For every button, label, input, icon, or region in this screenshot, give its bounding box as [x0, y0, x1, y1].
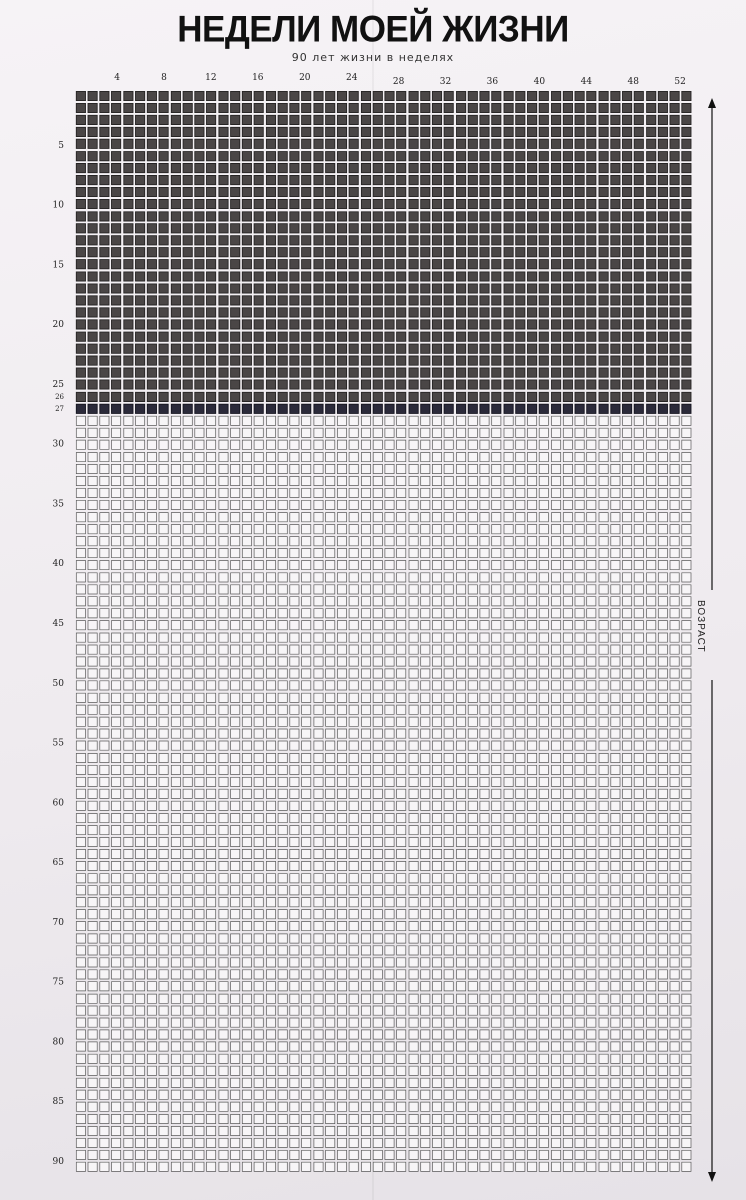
week-tick-label: 8 [161, 73, 167, 83]
year-tick-label: 90 [52, 1157, 64, 1167]
page-subtitle: 90 лет жизни в неделях [291, 51, 455, 64]
year-tick-label: 25 [52, 379, 64, 390]
year-tick-label: 70 [52, 917, 64, 928]
year-tick-label: 55 [52, 738, 64, 749]
year-tick-label: 80 [52, 1037, 64, 1048]
year-tick-label: 20 [52, 320, 64, 331]
year-tick-label: 10 [52, 200, 64, 211]
year-tick-label: 26 [55, 392, 64, 401]
year-tick-label: 60 [52, 798, 64, 809]
week-tick-label: 36 [486, 77, 499, 87]
week-tick-label: 4 [114, 73, 120, 83]
week-tick-label: 12 [205, 73, 217, 83]
year-tick-label: 50 [52, 678, 64, 689]
year-tick-label: 5 [58, 140, 64, 151]
arrowhead-down [708, 1172, 716, 1182]
year-tick-label: 85 [52, 1097, 64, 1108]
arrowhead-up [708, 98, 716, 108]
week-tick-label: 20 [299, 73, 311, 83]
year-tick-label: 40 [52, 559, 64, 570]
week-tick-label: 48 [627, 77, 639, 87]
year-tick-label: 15 [52, 260, 64, 271]
year-tick-label: 45 [52, 619, 64, 629]
week-tick-label: 52 [674, 77, 686, 87]
week-tick-label: 28 [392, 77, 405, 87]
week-tick-label: 44 [580, 77, 593, 87]
page-title: НЕДЕЛИ МОЕЙ ЖИЗНИ [177, 9, 569, 50]
year-tick-label: 75 [52, 977, 64, 988]
year-tick-label: 30 [52, 439, 64, 450]
year-tick-label: 27 [55, 404, 64, 413]
week-tick-label: 32 [439, 77, 452, 87]
age-axis-label: ВОЗРАСТ [695, 600, 706, 653]
year-tick-label: 35 [52, 499, 64, 510]
week-tick-label: 24 [345, 73, 358, 83]
week-tick-label: 40 [533, 77, 546, 87]
week-tick-label: 16 [252, 73, 264, 83]
year-tick-label: 65 [52, 858, 64, 869]
